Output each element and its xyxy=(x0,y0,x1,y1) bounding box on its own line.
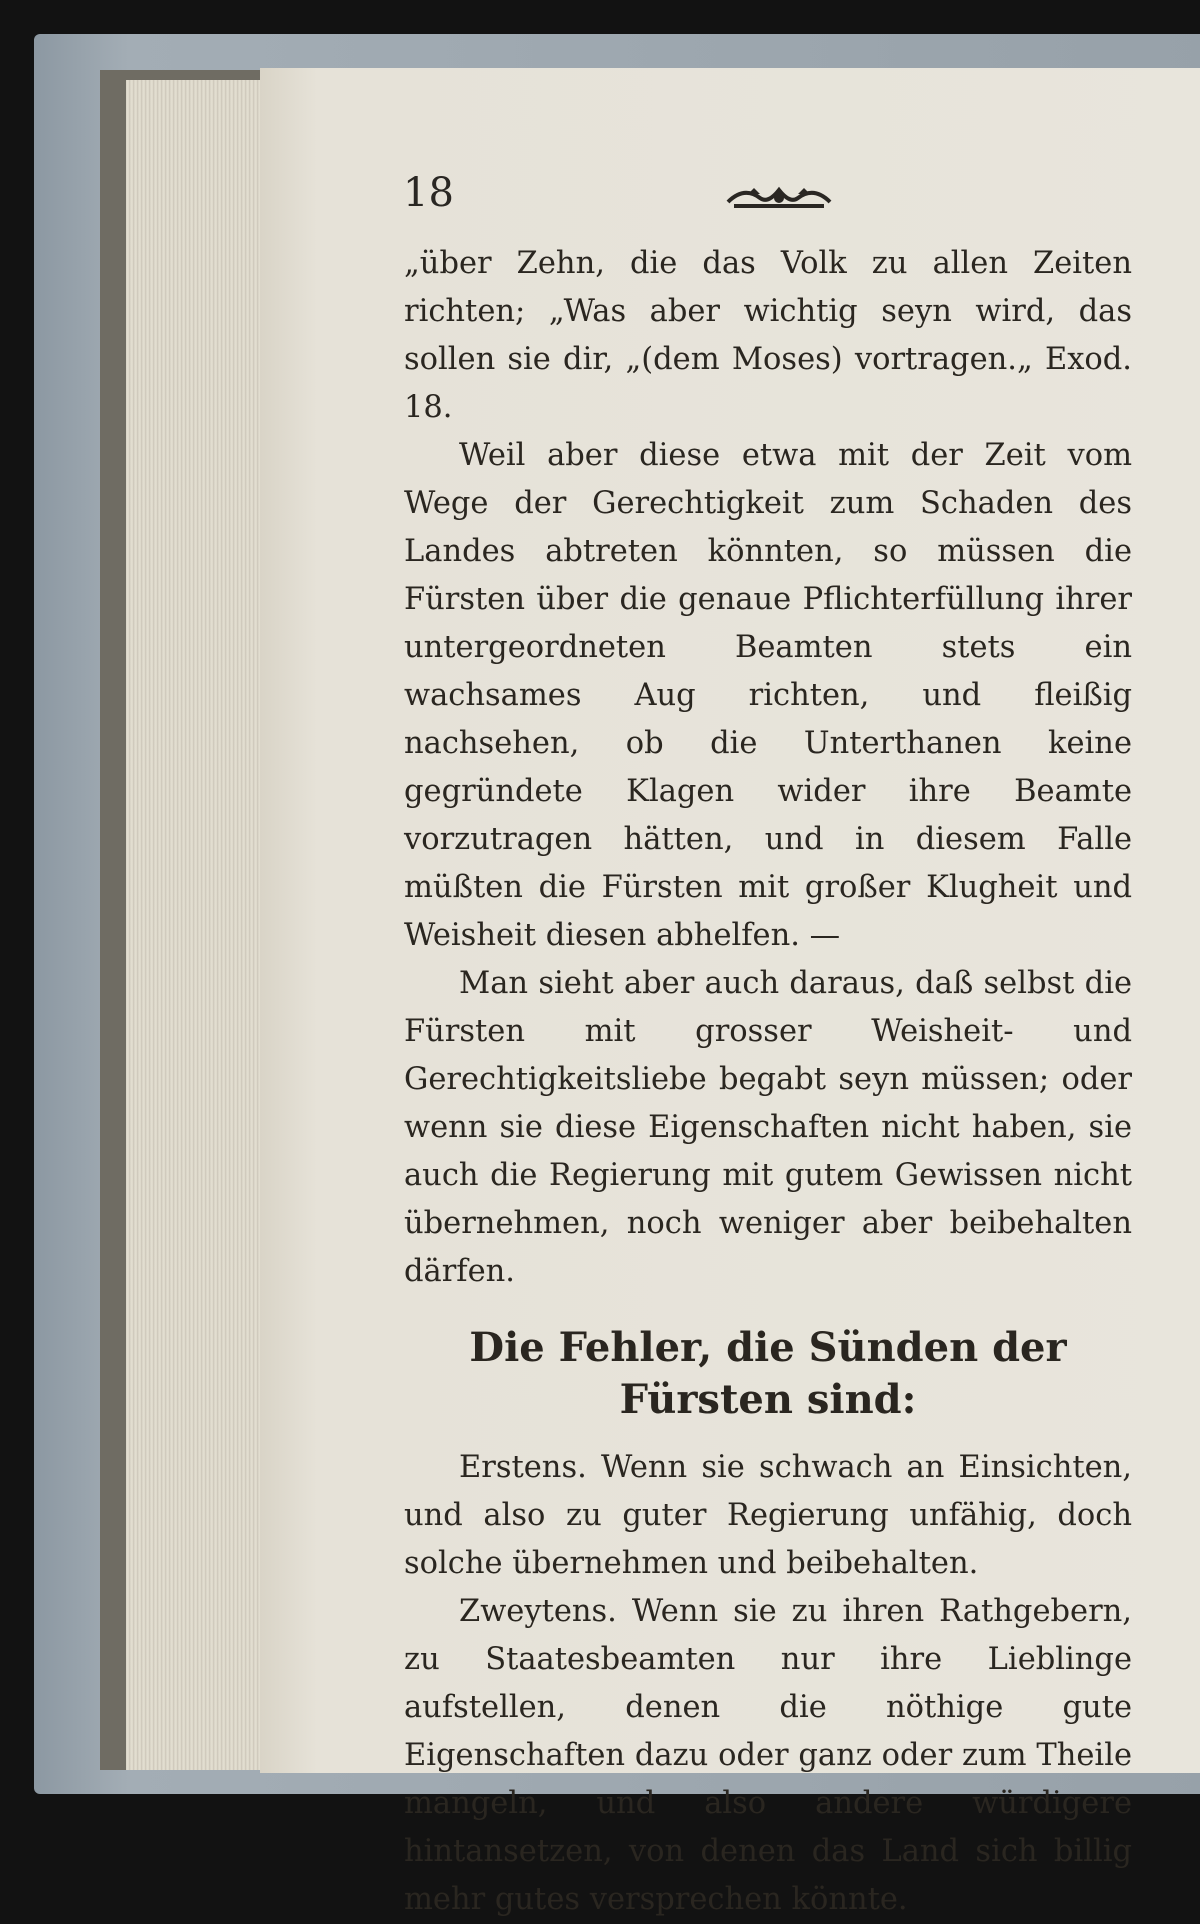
section-heading: Die Fehler, die Sünden der Fürsten sind: xyxy=(469,1324,1067,1423)
paragraph-3: Man sieht aber auch daraus, daß selbst die Fürsten mit grosser Weisheit- und Gerechtigkeitsliebe begabt seyn müssen; oder wenn sie diese Eigenschaften nicht haben, sie auch die Regierung mit gutem Gewissen nicht übernehmen, noch weniger aber beibehalten därfen. xyxy=(404,966,1132,1289)
section-zweytens: Zweytens. Wenn sie zu ihren Rathgebern, zu Staatesbeamten nur ihre Lieblinge aufstellen, denen die nöthige gute Eigenschaften dazu oder ganz oder zum Theile mangeln, und also andere würdigere hintansetzen, von denen das Land sich billig mehr gutes versprechen könnte. xyxy=(404,1594,1132,1917)
paragraph-quote: „über Zehn, die das Volk zu allen Zeiten richten; „Was aber wichtig seyn wird, das sollen sie dir, „(dem Moses) vortragen.„ Exod. 18. xyxy=(404,246,1132,425)
printer-ornament-icon xyxy=(724,180,834,214)
paragraph-2: Weil aber diese etwa mit der Zeit vom Wege der Gerechtigkeit zum Schaden des Landes abtreten könnten, so müssen die Fürsten über die genaue Pflichterfüllung ihrer untergeordneten Beamten stets ein wachsames Aug richten, und fleißig nachsehen, ob die Unterthanen keine gegründete Klagen wider ihre Beamte vorzutragen hätten, und in diesem Falle müßten die Fürsten mit großer Klugheit und Weisheit diesen abhelfen. — xyxy=(404,438,1132,953)
page-edges xyxy=(126,80,276,1770)
page-number: 18 xyxy=(403,170,454,216)
page-text xyxy=(404,240,1132,1924)
section-erstens: Erstens. Wenn sie schwach an Einsichten, und also zu guter Regierung unfähig, doch solche übernehmen und beibehalten. xyxy=(404,1450,1132,1581)
